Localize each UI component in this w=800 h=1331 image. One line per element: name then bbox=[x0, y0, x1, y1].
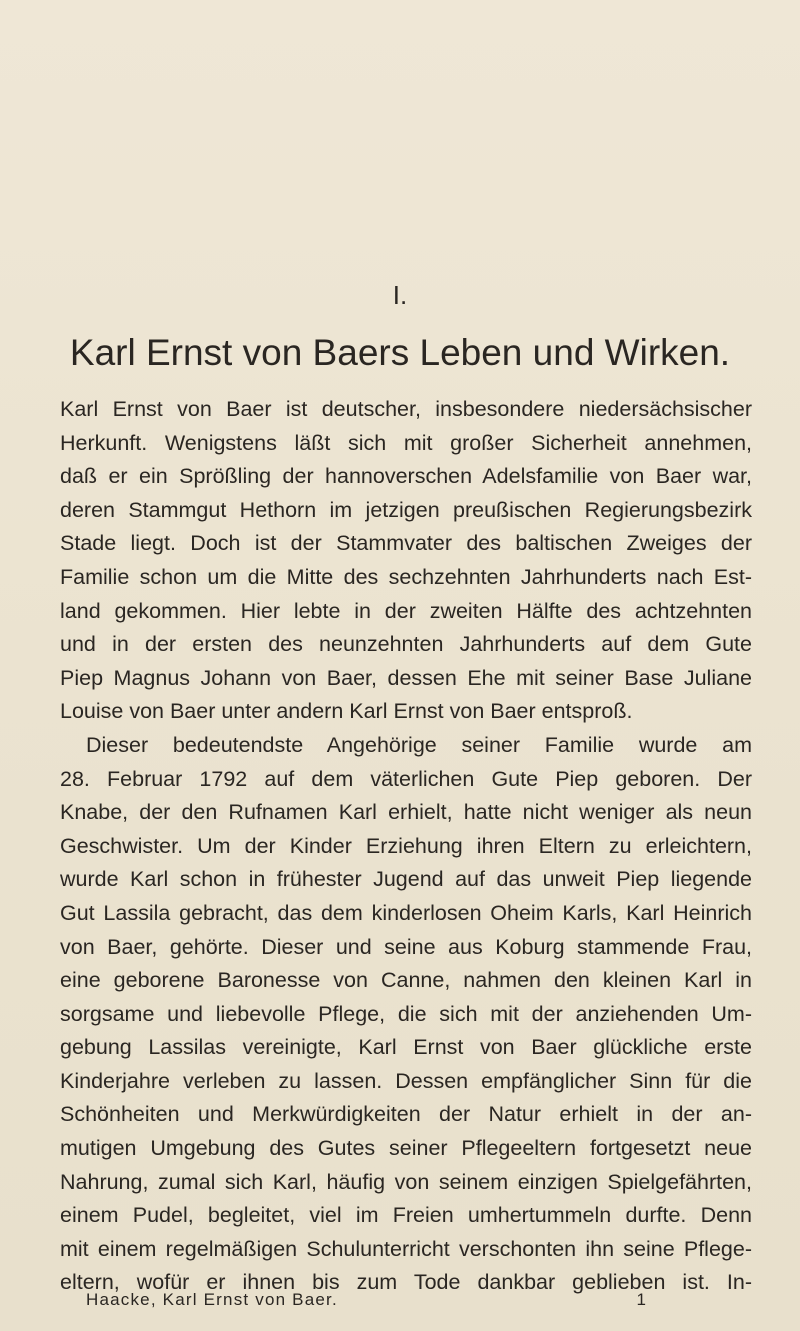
text-line: Geschwister. Um der Kinder Erziehung ihren Eltern zu erleichtern, bbox=[60, 833, 752, 858]
text-line: und in der ersten des neunzehnten Jahrhunderts auf dem Gute bbox=[60, 632, 752, 657]
text-line: einem Pudel, begleitet, viel im Freien umhertummeln durfte. Denn bbox=[60, 1203, 752, 1228]
text-line: Gut Lassila gebracht, das dem kinderlosen Oheim Karls, Karl Heinrich bbox=[60, 900, 752, 925]
page-footer bbox=[86, 1289, 646, 1311]
text-line: Piep Magnus Johann von Baer, dessen Ehe mit seiner Base Juliane bbox=[60, 665, 752, 690]
text-line: sorgsame und liebevolle Pflege, die sich mit der anziehenden Um- bbox=[60, 1001, 752, 1026]
text-line: wurde Karl schon in frühester Jugend auf das unweit Piep liegende bbox=[60, 867, 752, 892]
text-line: Karl Ernst von Baer ist deutscher, insbesondere niedersächsischer bbox=[60, 397, 752, 421]
text-line: Kinderjahre verleben zu lassen. Dessen empfänglicher Sinn für die bbox=[60, 1068, 752, 1093]
chapter-number: I. bbox=[392, 280, 408, 310]
paragraph-2 bbox=[60, 729, 752, 1300]
text-line: daß er ein Sprößling der hannoverschen Adelsfamilie von Baer war, bbox=[60, 464, 752, 489]
text-line: Knabe, der den Rufnamen Karl erhielt, hatte nicht weniger als neun bbox=[60, 800, 752, 825]
chapter-title: Karl Ernst von Baers Leben und Wirken. bbox=[69, 332, 731, 373]
text-line: mutigen Umgebung des Gutes seiner Pflegeeltern fortgesetzt neue bbox=[60, 1136, 752, 1161]
page-number: 1 bbox=[636, 1290, 646, 1309]
text-line: eine geborene Baronesse von Canne, nahmen den kleinen Karl in bbox=[60, 968, 752, 993]
text-line: deren Stammgut Hethorn im jetzigen preußischen Regierungsbezirk bbox=[60, 497, 752, 522]
text-line: gebung Lassilas vereinigte, Karl Ernst von Baer glückliche erste bbox=[60, 1035, 752, 1060]
text-line: 28. Februar 1792 auf dem väterlichen Gute Piep geboren. Der bbox=[60, 766, 752, 791]
text-line: Dieser bedeutendste Angehörige seiner Familie wurde am bbox=[86, 732, 752, 757]
text-line: Schönheiten und Merkwürdigkeiten der Natur erhielt in der an- bbox=[60, 1102, 752, 1127]
text-line: Nahrung, zumal sich Karl, häufig von seinem einzigen Spielgefährten, bbox=[60, 1169, 752, 1194]
text-line: mit einem regelmäßigen Schulunterricht verschonten ihn seine Pflege- bbox=[60, 1236, 752, 1261]
text-line: Herkunft. Wenigstens läßt sich mit großer Sicherheit annehmen, bbox=[60, 430, 752, 455]
text-line: land gekommen. Hier lebte in der zweiten Hälfte des achtzehnten bbox=[60, 598, 752, 623]
text-line: von Baer, gehörte. Dieser und seine aus Koburg stammende Frau, bbox=[60, 934, 752, 959]
paragraph-1 bbox=[60, 393, 752, 729]
text-line: eltern, wofür er ihnen bis zum Tode dankbar geblieben ist. In- bbox=[60, 1270, 752, 1295]
text-line: Louise von Baer unter andern Karl Ernst von Baer entsproß. bbox=[60, 699, 633, 724]
text-line: Stade liegt. Doch ist der Stammvater des baltischen Zweiges der bbox=[60, 531, 752, 556]
body-text bbox=[60, 393, 752, 1300]
text-line: Familie schon um die Mitte des sechzehnten Jahrhunderts nach Est- bbox=[60, 564, 752, 589]
running-footer-author: Haacke, Karl Ernst von Baer. bbox=[86, 1290, 338, 1309]
